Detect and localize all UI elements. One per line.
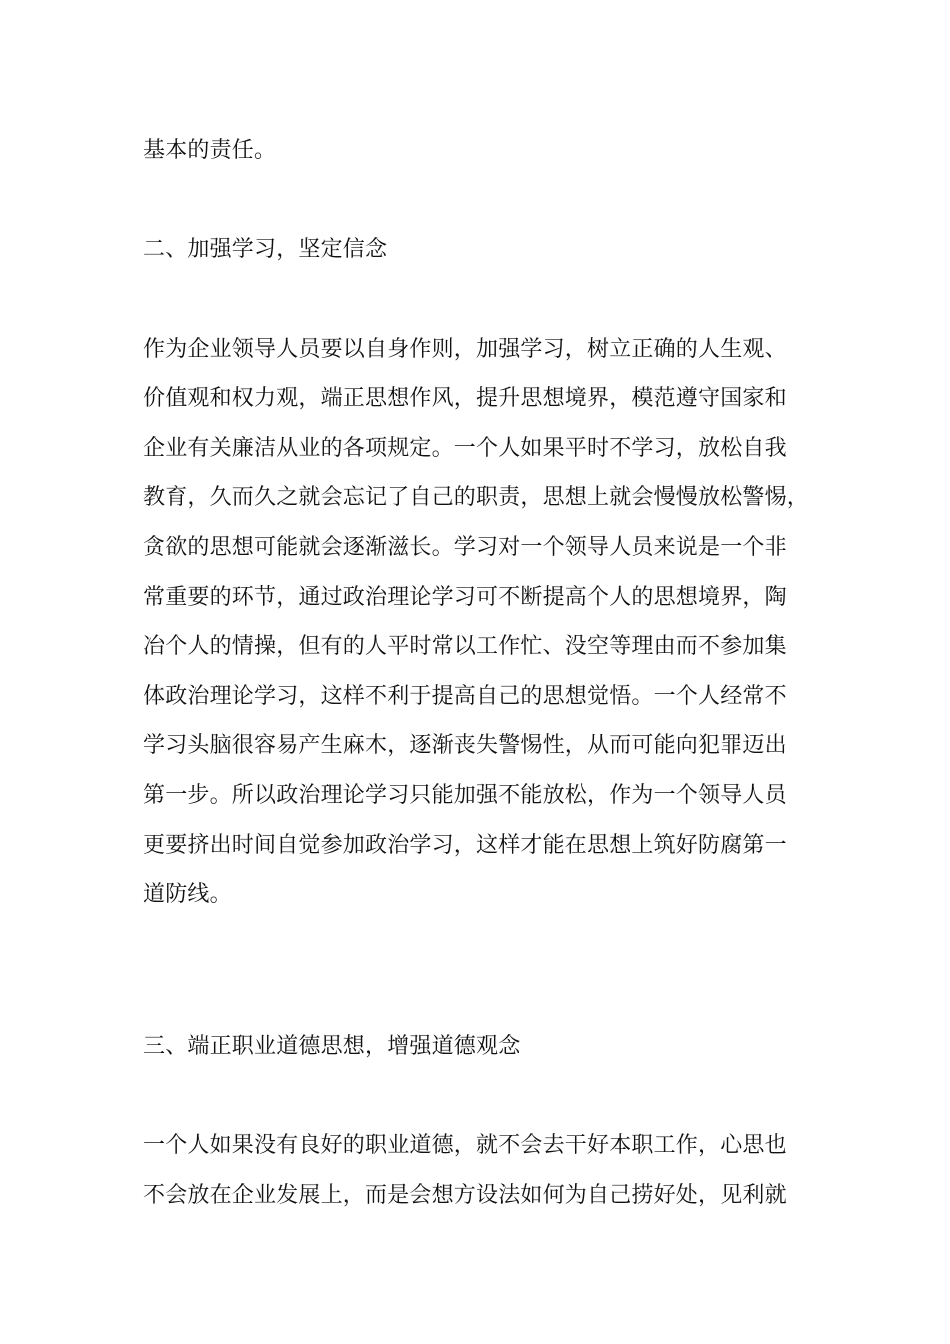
section-2-line-11: 更要挤出时间自觉参加政治学习，这样才能在思想上筑好防腐第一	[143, 833, 787, 858]
section-2-line-2: 价值观和权力观，端正思想作风，提升思想境界，模范遵守国家和	[143, 386, 787, 411]
section-2-line-12: 道防线。	[143, 882, 232, 907]
section-2-line-5: 贪欲的思想可能就会逐渐滋长。学习对一个领导人员来说是一个非	[143, 535, 787, 560]
section-2-line-10: 第一步。所以政治理论学习只能加强不能放松，作为一个领导人员	[143, 783, 787, 808]
section-2-line-1: 作为企业领导人员要以自身作则，加强学习，树立正确的人生观、	[143, 337, 787, 362]
intro-tail-text: 基本的责任。	[143, 138, 277, 163]
section-3-line-1: 一个人如果没有良好的职业道德，就不会去干好本职工作，心思也	[143, 1133, 787, 1158]
section-2-line-4: 教育，久而久之就会忘记了自己的职责，思想上就会慢慢放松警惕，	[143, 485, 810, 510]
section-3-heading: 三、端正职业道德思想，增强道德观念	[143, 1034, 521, 1059]
section-2-line-9: 学习头脑很容易产生麻木，逐渐丧失警惕性，从而可能向犯罪迈出	[143, 733, 787, 758]
section-2-line-7: 冶个人的情操，但有的人平时常以工作忙、没空等理由而不参加集	[143, 634, 787, 659]
section-3-line-2: 不会放在企业发展上，而是会想方设法如何为自己捞好处，见利就	[143, 1183, 787, 1208]
section-2-heading: 二、加强学习，坚定信念	[143, 237, 388, 262]
section-2-line-8: 体政治理论学习，这样不利于提高自己的思想觉悟。一个人经常不	[143, 684, 787, 709]
section-2-line-6: 常重要的环节，通过政治理论学习可不断提高个人的思想境界，陶	[143, 585, 787, 610]
section-2-line-3: 企业有关廉洁从业的各项规定。一个人如果平时不学习，放松自我	[143, 436, 787, 461]
